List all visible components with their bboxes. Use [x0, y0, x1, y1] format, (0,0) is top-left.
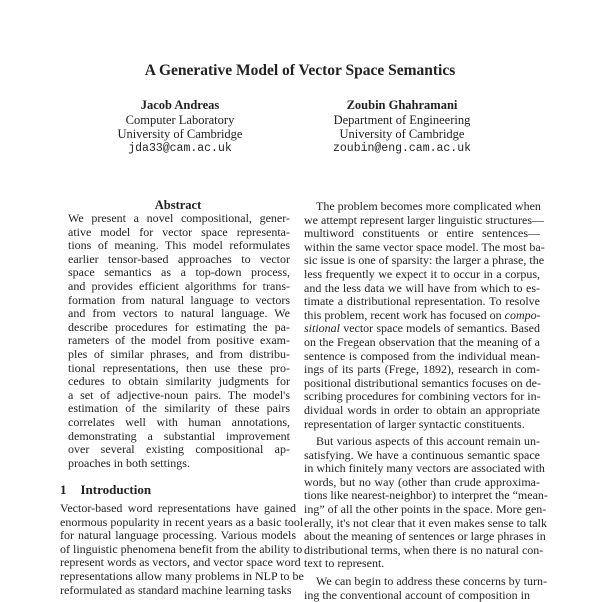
text-line: earlier tensor-based approaches to vector — [68, 251, 290, 266]
text-line: rameters of the model from positive exam- — [68, 333, 290, 348]
text-line: within the same vector space model. The most ba- — [304, 239, 545, 254]
author-department: Computer Laboratory — [125, 112, 235, 127]
text-line: Vector-based word representations have gained — [60, 501, 296, 515]
text-line: representations allow many problems in NLP to be — [60, 568, 304, 583]
author-email: zoubin@eng.cam.ac.uk — [332, 142, 472, 156]
text-line: over several existing compositional ap- — [68, 442, 290, 457]
author-name: Jacob Andreas — [140, 98, 220, 112]
text-line: scribing procedures for combining vectors for in- — [304, 389, 541, 404]
text-line: satisfying. We have a continuous semantic space — [304, 447, 540, 462]
emphasized-text: sitional — [304, 321, 341, 336]
text-line: sentence is composed from the individual mean- — [304, 348, 540, 363]
author-block-1 — [60, 98, 300, 157]
text-line: less frequently we expect it to occur in a corpus, — [304, 266, 540, 281]
text-line: represent words as vectors, and vector space word — [60, 555, 301, 570]
author-email: jda33@cam.ac.uk — [128, 142, 232, 156]
text-line: estimation of the similarity of these pairs — [68, 401, 290, 416]
text-line: We can begin to address these concerns by turn- — [316, 574, 547, 589]
author-block-2 — [282, 98, 522, 157]
text-line: erally, it's not clear that it even makes sense to talk — [304, 515, 547, 530]
text-line: representation of larger syntactic constituents. — [304, 416, 525, 431]
text-line: this problem, recent work has focused on compo- — [304, 307, 541, 322]
text-line: in which finitely many vectors are associated with — [304, 461, 545, 476]
text-line: dividual words in order to obtain an appropriate — [304, 402, 540, 417]
right-column-body — [304, 199, 548, 602]
abstract-heading: Abstract — [154, 198, 202, 212]
text-line: about the meaning of sentences or large phrases in — [304, 529, 546, 544]
text-line: text to represent. — [304, 556, 385, 571]
abstract-body — [68, 212, 290, 470]
text-line: for natural language processing. Various models — [60, 528, 296, 543]
text-line: of linguistic phenomena benefit from the ability to — [60, 541, 303, 556]
text-line: formation from natural language to vectors — [68, 292, 290, 307]
text-line: reformulated as standard machine learning tasks — [60, 582, 292, 597]
text-line: on the Fregean observation that the meaning of a — [304, 334, 540, 349]
section-title: Introduction — [80, 482, 152, 497]
text-line: ing the conventional account of composition in — [304, 587, 530, 602]
text-line: a set of adjective-noun pairs. The model's — [68, 387, 290, 402]
author-university: University of Cambridge — [117, 127, 243, 142]
text-line: ings of its parts (Frege, 1892), research in com- — [304, 362, 540, 377]
text-line: multiword constituents or entire sentences— — [304, 226, 540, 241]
introduction-body — [60, 501, 304, 597]
text-line: sic issue is one of sparsity: the larger a phrase, the — [304, 253, 545, 268]
text-line: tions of meaning. This model reformulates — [68, 238, 290, 253]
author-name: Zoubin Ghahramani — [346, 98, 458, 112]
text-line: We present a novel compositional, gener- — [68, 211, 290, 225]
text-line: describe procedures for estimating the pa- — [68, 319, 290, 334]
text-line: cedures to obtain similarity judgments for — [68, 374, 290, 389]
text-line: The problem becomes more complicated when — [316, 199, 541, 213]
text-line: and the less data we will have from which to es- — [304, 280, 540, 295]
text-line: tions like nearest-neighbor) to interpret the “mean- — [304, 488, 548, 503]
text-line: and provides efficient algorithms for trans- — [68, 278, 290, 293]
author-university: University of Cambridge — [339, 127, 465, 142]
text-line: proaches in both settings. — [68, 455, 190, 470]
text-line: space semantics as a top-down process, — [68, 265, 290, 280]
text-line: enormous popularity in recent years as a basic tool — [60, 514, 304, 529]
text-line: ative model for vector space representa- — [68, 224, 290, 239]
text-line: correlates well with human annotations, — [68, 414, 290, 429]
text-line: positional distributional semantics focuses on de- — [304, 375, 541, 390]
emphasized-text: compo- — [504, 307, 541, 322]
text-line: we attempt represent larger linguistic structures— — [304, 212, 545, 227]
text-line: sitional vector space models of semantics. Based — [304, 321, 540, 336]
text-line: ples of similar phrases, and from distribu- — [68, 346, 290, 361]
section-number: 1 — [60, 482, 67, 497]
section-heading-introduction — [60, 482, 165, 498]
paper-title: A Generative Model of Vector Space Semantics — [144, 62, 456, 79]
text-line: demonstrating a substantial improvement — [68, 428, 290, 443]
text-line: But various aspects of this account remain un- — [316, 434, 540, 449]
text-line: and from vectors to natural language. We — [68, 306, 290, 321]
text-line: timate a distributional representation. To resolve — [304, 294, 540, 309]
text-line: distributional terms, when there is no natural con- — [304, 542, 544, 557]
text-line: ing” of all the other points in the space. More gen- — [304, 502, 547, 517]
author-department: Department of Engineering — [333, 112, 471, 127]
text-line: words, but no way (other than crude approxima- — [304, 474, 540, 489]
text-line: tional representations, then use these pro- — [68, 360, 290, 375]
